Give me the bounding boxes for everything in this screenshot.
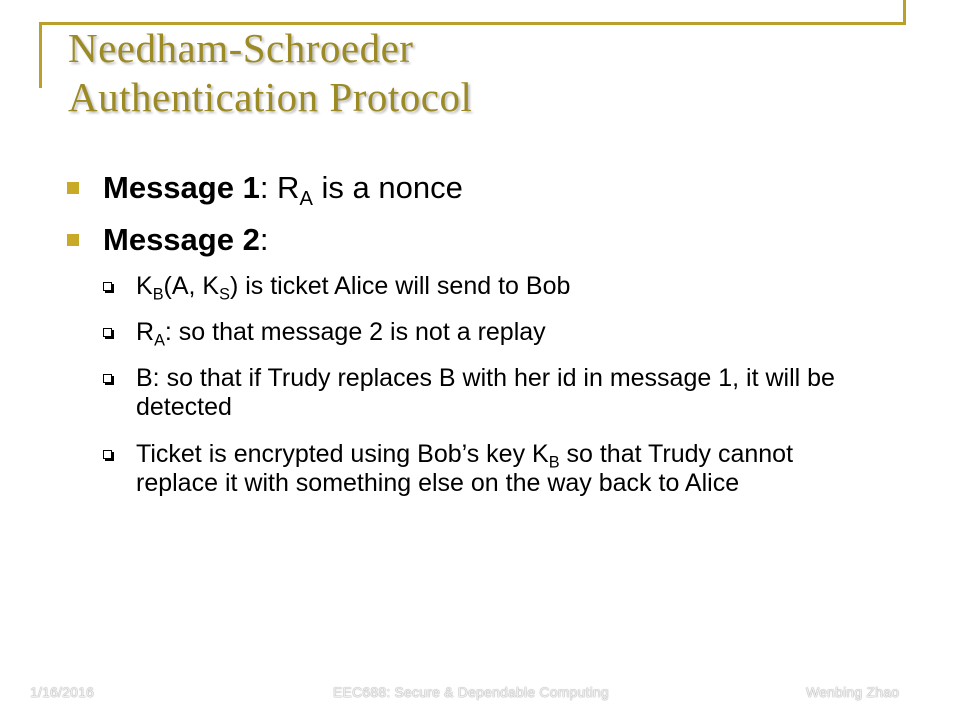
subbullet-text: ) is ticket Alice will send to Bob [229,272,571,300]
subbullet-subscript: A [154,331,165,350]
bullet-bold: Message 1 [103,170,260,205]
subbullet-text: B: so that if Trudy replaces B with her id in message 1, it will be detected [136,364,835,421]
footer-date: 1/16/2016 [30,684,95,700]
subbullet-text: (A, K [163,272,220,300]
bullet-text: : [259,222,269,257]
subbullet-text: K [136,272,153,300]
subbullet-text: so that Trudy cannot replace it with something else on the way back to Alice [136,440,794,497]
bullet-text: is a nonce [312,170,463,205]
subbullet-encryption [136,440,876,498]
bullet-subscript: A [299,188,313,211]
subbullet-identity [136,364,876,422]
bullet-bold: Message 2 [103,222,260,257]
subbullet-subscript: B [548,453,560,472]
hollow-square-bullet-icon [103,374,112,383]
bullet-message-1 [103,170,463,211]
bullet-message-2 [103,222,268,258]
hollow-square-bullet-icon [103,328,112,337]
square-bullet-icon [67,234,79,246]
title-line-2: Authentication Protocol [68,74,473,120]
footer-course: EEC688: Secure & Dependable Computing [333,684,609,700]
subbullet-subscript: B [152,285,164,304]
subbullet-nonce [136,318,876,350]
subbullet-text: R [136,318,155,346]
hollow-square-bullet-icon [103,450,112,459]
hollow-square-bullet-icon [103,282,112,291]
bullet-text: : R [259,170,300,205]
square-bullet-icon [67,182,79,194]
subbullet-ticket [136,272,876,304]
subbullet-text: Ticket is encrypted using Bob’s key K [136,440,549,468]
subbullet-text: : so that message 2 is not a replay [164,318,546,346]
footer-author: Wenbing Zhao [806,684,900,700]
title-line-1: Needham-Schroeder [68,25,414,71]
subbullet-subscript: S [219,285,230,304]
